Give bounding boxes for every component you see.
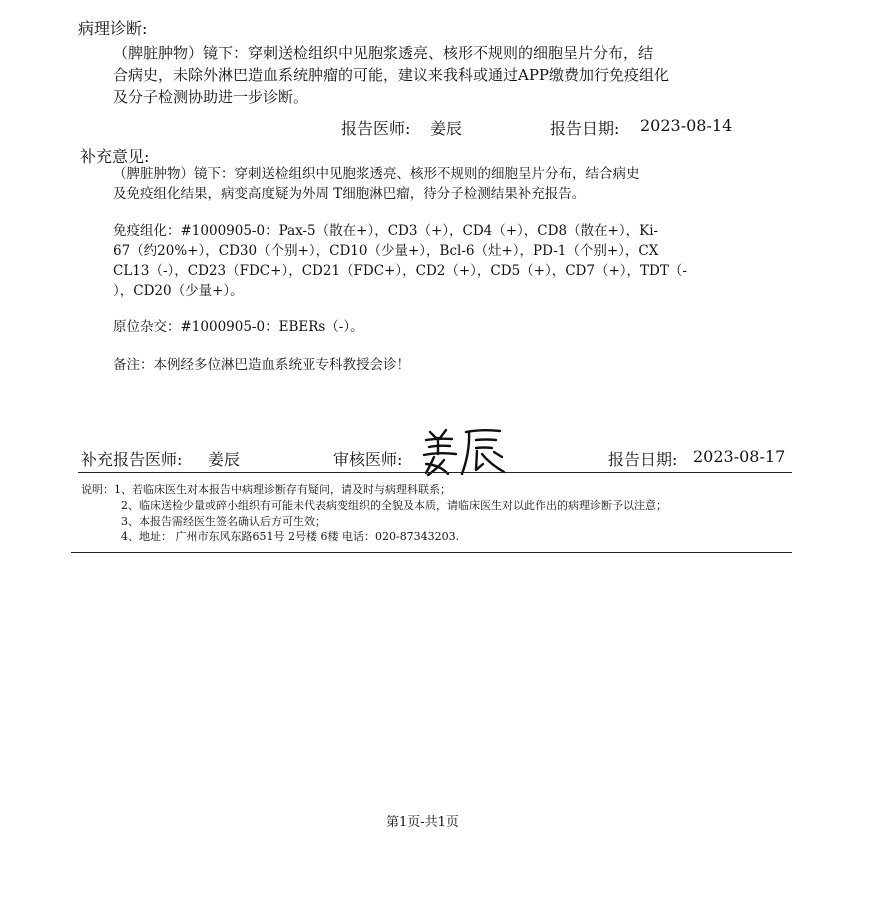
diagnosis-doctor-label: 报告医师: bbox=[341, 119, 411, 138]
note-line: 2、临床送检少量或碎小组织有可能未代表病变组织的全貌及本质，请临床医生对以此作出的病理诊断予以注意； bbox=[121, 499, 667, 512]
diagnosis-line: 及分子检测协助进一步诊断。 bbox=[113, 88, 309, 106]
signature-image bbox=[420, 424, 512, 478]
note-line: 说明：1、若临床医生对本报告中病理诊断存有疑问，请及时与病理科联系； bbox=[81, 483, 451, 496]
divider-top bbox=[78, 472, 792, 473]
ihc-line: ），CD20（少量+）。 bbox=[113, 283, 244, 299]
diagnosis-date-value: 2023-08-14 bbox=[640, 116, 733, 135]
supp-doctor-label: 补充报告医师: bbox=[81, 450, 183, 469]
supplement-heading: 补充意见: bbox=[80, 147, 150, 166]
diagnosis-doctor-name: 姜辰 bbox=[430, 119, 463, 138]
diagnosis-line: 合病史，未除外淋巴造血系统肿瘤的可能，建议来我科或通过APP缴费加行免疫组化 bbox=[113, 66, 670, 84]
ihc-line: 免疫组化：#1000905-0：Pax-5（散在+），CD3（+），CD4（+），CD8（散在+），Ki- bbox=[113, 223, 659, 239]
diagnosis-heading: 病理诊断: bbox=[78, 19, 148, 38]
note-line: 4、地址： 广州市东风东路651号 2号楼 6楼 电话：020-87343203. bbox=[121, 530, 460, 543]
final-date-label: 报告日期: bbox=[608, 450, 678, 469]
ihc-line: 67（约20%+），CD30（个别+），CD10（少量+），Bcl-6（灶+），PD-1（个别+），CX bbox=[113, 243, 659, 259]
final-date-value: 2023-08-17 bbox=[693, 447, 786, 466]
supplement-line: （脾脏肿物）镜下：穿刺送检组织中见胞浆透亮、核形不规则的细胞呈片分布，结合病史 bbox=[113, 166, 640, 182]
ish-result: 原位杂交：#1000905-0：EBERs（-）。 bbox=[113, 319, 364, 335]
divider-bottom bbox=[71, 552, 792, 553]
supp-doctor-name: 姜辰 bbox=[208, 450, 241, 469]
page-number: 第1页-共1页 bbox=[386, 815, 459, 830]
supplement-line: 及免疫组化结果，病变高度疑为外周 T细胞淋巴瘤，待分子检测结果补充报告。 bbox=[113, 186, 586, 202]
ihc-line: CL13（-），CD23（FDC+），CD21（FDC+），CD2（+），CD5（+），CD7（+），TDT（- bbox=[113, 263, 687, 279]
diagnosis-line: （脾脏肿物）镜下：穿刺送检组织中见胞浆透亮、核形不规则的细胞呈片分布，结 bbox=[113, 44, 654, 62]
remark: 备注：本例经多位淋巴造血系统亚专科教授会诊！ bbox=[113, 357, 410, 373]
review-label: 审核医师: bbox=[333, 450, 403, 469]
note-line: 3、本报告需经医生签名确认后方可生效； bbox=[121, 515, 326, 528]
diagnosis-date-label: 报告日期: bbox=[550, 119, 620, 138]
